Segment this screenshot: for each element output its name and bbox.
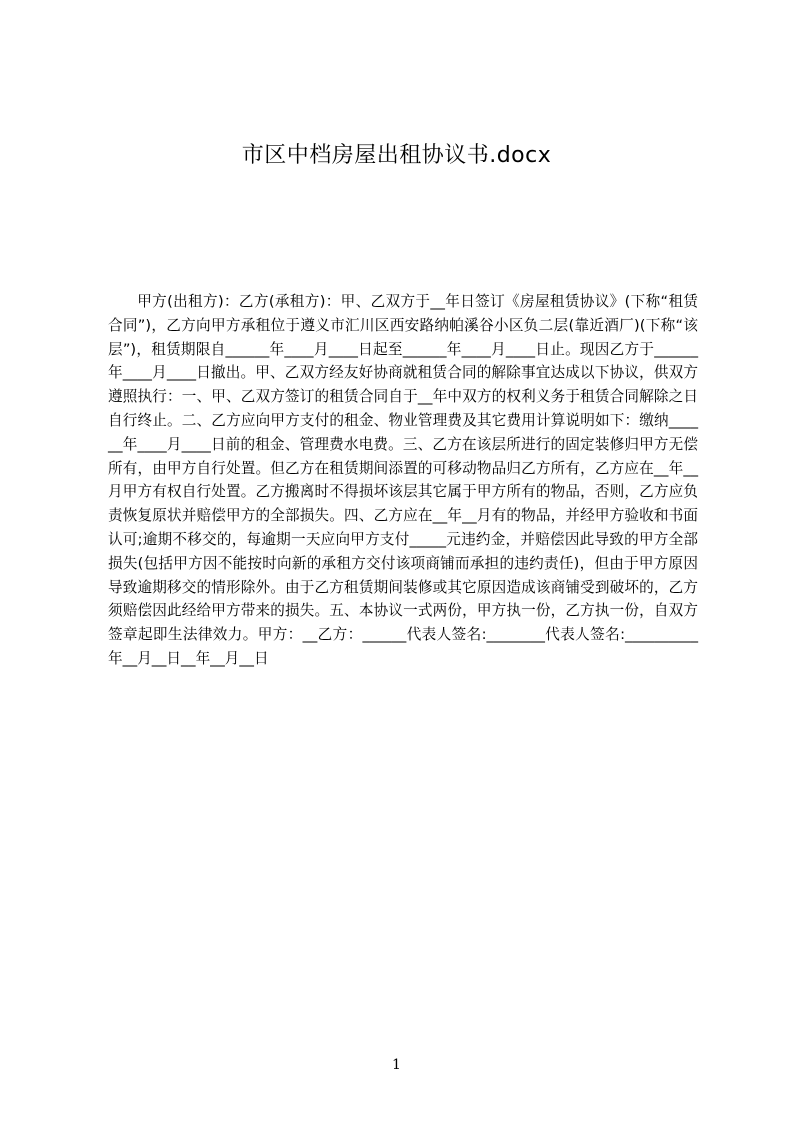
document-title: 市区中档房屋出租协议书.docx <box>241 143 552 168</box>
document-body-paragraph: 甲方(出租方)：乙方(承租方)：甲、乙双方于__年日签订《房屋租赁协议》(下称“租赁合同”)，乙方向甲方承租位于遵义市汇川区西安路纳帕溪谷小区负二层(靠近酒厂)(下称“该层”)，租赁期限自______年____月____日起至______年____月____日止。现因乙方于______年____月____日撤出。甲、乙双方经友好协商就租赁合同的解除事宜达成以下协议，供双方遵照执行：一、甲、乙双方签订的租赁合同自于__年中双方的权利义务于租赁合同解除之日自行终止。二、乙方应向甲方支付的租金、物业管理费及其它费用计算说明如下：缴纳______年____月____日前的租金、管理费水电费。三、乙方在该层所进行的固定装修归甲方无偿所有，由甲方自行处置。但乙方在租赁期间添置的可移动物品归乙方所有，乙方应在__年__月甲方有权自行处置。乙方搬离时不得损坏该层其它属于甲方所有的物品，否则，乙方应负责恢复原状并赔偿甲方的全部损失。四、乙方应在__年__月有的物品，并经甲方验收和书面认可;逾期不移交的，每逾期一天应向甲方支付_____元违约金，并赔偿因此导致的甲方全部损失(包括甲方因不能按时向新的承租方交付该项商铺而承担的违约责任)，但由于甲方原因导致逾期移交的情形除外。由于乙方租赁期间装修或其它原因造成该商铺受到破坏的，乙方须赔偿因此经给甲方带来的损失。五、本协议一式两份，甲方执一份，乙方执一份，自双方签章起即生法律效力。甲方：__乙方：______代表人签名:________代表人签名:__________年__月__日__年__月__日 <box>108 293 698 667</box>
page-number: 1 <box>392 1057 401 1073</box>
